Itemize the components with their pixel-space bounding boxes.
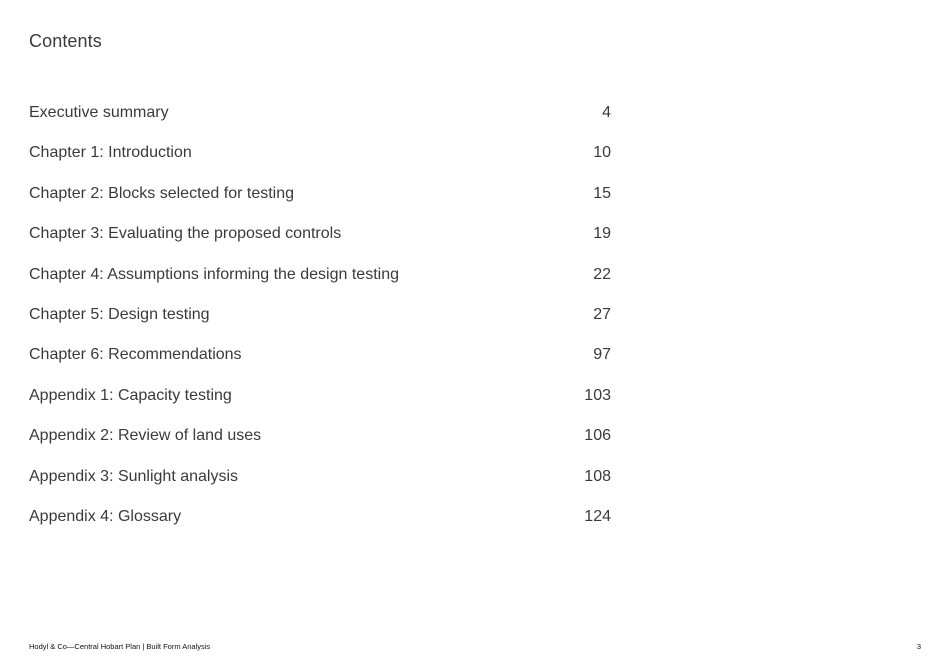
toc-entry-label: Chapter 3: Evaluating the proposed controls bbox=[29, 225, 342, 243]
toc-entry-page-number: 4 bbox=[602, 104, 611, 121]
toc-entry-appendix-1[interactable] bbox=[29, 387, 611, 427]
toc-entry-page-number: 124 bbox=[584, 507, 611, 525]
toc-entry-chapter-5[interactable] bbox=[29, 306, 611, 346]
toc-entry-label: Chapter 6: Recommendations bbox=[29, 346, 242, 364]
toc-entry-label: Executive summary bbox=[29, 104, 169, 121]
toc-entry-chapter-1[interactable] bbox=[29, 144, 611, 184]
toc-entry-appendix-4[interactable] bbox=[29, 508, 611, 548]
toc-entry-page-number: 103 bbox=[584, 386, 611, 404]
toc-entry-page-number: 97 bbox=[593, 346, 611, 364]
toc-entry-chapter-3[interactable] bbox=[29, 225, 611, 265]
footer-page-number: 3 bbox=[916, 642, 921, 651]
toc-entry-label: Chapter 4: Assumptions informing the design testing bbox=[29, 265, 399, 283]
toc-entry-label: Chapter 5: Design testing bbox=[29, 305, 210, 323]
toc-entry-label: Appendix 1: Capacity testing bbox=[29, 386, 232, 404]
toc-entry-label: Chapter 1: Introduction bbox=[29, 144, 192, 162]
toc-entry-appendix-3[interactable] bbox=[29, 468, 611, 508]
toc-entry-page-number: 15 bbox=[593, 184, 611, 202]
toc-entry-executive-summary[interactable] bbox=[29, 104, 611, 144]
table-of-contents bbox=[29, 104, 611, 548]
toc-entry-page-number: 108 bbox=[584, 467, 611, 485]
footer-document-title: Hodyl & Co—Central Hobart Plan | Built Form Analysis bbox=[29, 642, 211, 651]
toc-entry-chapter-2[interactable] bbox=[29, 185, 611, 225]
toc-entry-chapter-6[interactable] bbox=[29, 346, 611, 386]
toc-entry-page-number: 27 bbox=[593, 305, 611, 323]
toc-entry-page-number: 19 bbox=[593, 225, 611, 243]
toc-entry-label: Appendix 3: Sunlight analysis bbox=[29, 467, 239, 485]
toc-entry-chapter-4[interactable] bbox=[29, 266, 611, 306]
toc-entry-label: Appendix 2: Review of land uses bbox=[29, 427, 262, 445]
toc-entry-label: Appendix 4: Glossary bbox=[29, 507, 182, 525]
page-title: Contents bbox=[29, 31, 102, 51]
toc-entry-page-number: 10 bbox=[593, 144, 611, 162]
toc-entry-page-number: 22 bbox=[593, 265, 611, 283]
toc-entry-page-number: 106 bbox=[584, 427, 611, 445]
toc-entry-label: Chapter 2: Blocks selected for testing bbox=[29, 184, 295, 202]
toc-entry-appendix-2[interactable] bbox=[29, 427, 611, 467]
